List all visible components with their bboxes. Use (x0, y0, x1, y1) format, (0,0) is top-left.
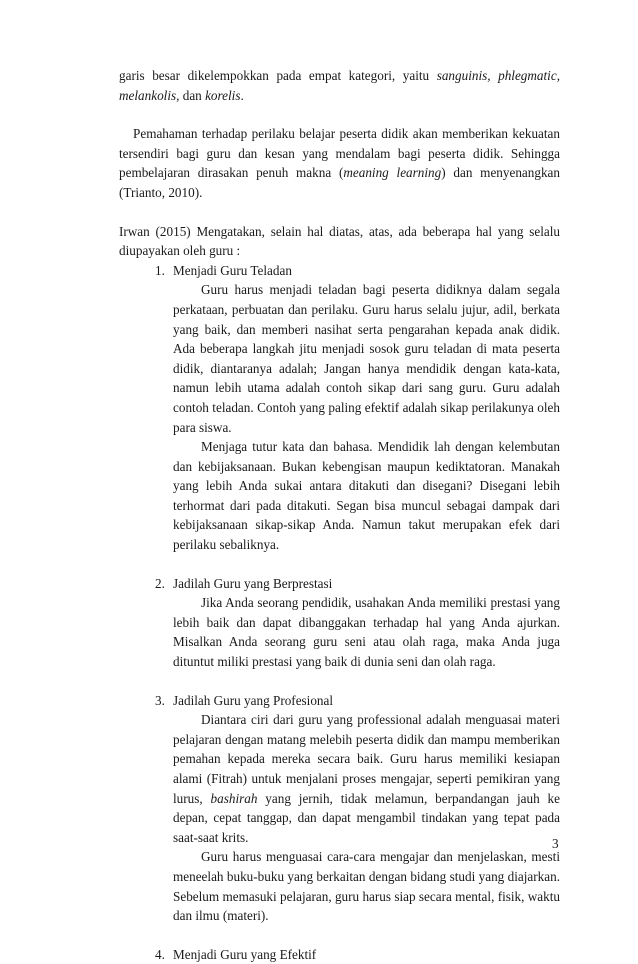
list-item-3 (119, 691, 560, 926)
list-item-title: Menjadi Guru yang Efektif (173, 946, 317, 962)
italic-text: bashirah (210, 790, 258, 806)
text: Pemahaman terhadap perilaku belajar peserta didik akan memberikan kekuatan tersendiri bagi guru dan kesan yang mendalam bagi peserta didik. Sehingga pembelajaran dirasakan penuh makna ( (119, 126, 560, 181)
page-content (119, 66, 560, 964)
list-number: 2. (155, 575, 165, 591)
list-item-4 (119, 945, 560, 964)
text: Diantara ciri dari guru yang professional adalah menguasai materi pelajaran dengan matang melebih peserta didik dan mampu memberikan pemahan kepada mereka secara baik. Guru harus memiliki kesiapan alami (Fitrah) untuk menjalani proses mengajar, seperti pemikiran yang lurus, (173, 712, 560, 806)
list-number: 3. (155, 692, 165, 708)
text: ) dan menyenangkan (Trianto, 2010). (119, 165, 561, 200)
text: yang jernih, tidak melamun, berpandangan jauh ke depan, cepat tanggap, dan dapat mengambil tindakan yang tepat pada saat-saat krits. (173, 790, 560, 845)
italic-text: meaning learning (343, 165, 442, 181)
intro-paragraph-2 (119, 124, 560, 202)
page-number: 3 (552, 836, 559, 851)
text: garis besar dikelempokkan pada empat kategori, yaitu (119, 68, 437, 83)
list-item-title: Jadilah Guru yang Profesional (173, 692, 334, 708)
list-item-paragraph (173, 710, 560, 847)
list-number: 1. (155, 262, 165, 278)
list-item-title: Menjadi Guru Teladan (173, 262, 292, 278)
spacer (119, 672, 560, 691)
list-item-2 (119, 574, 560, 672)
italic-text: korelis (205, 87, 241, 103)
list-item-paragraph: Guru harus menguasai cara-cara mengajar dan menjelaskan, mesti meneelah buku-buku yang berkaitan dengan bidang studi yang diajarkan. Sebelum memasuki pelajaran, guru harus siap secara mental, fisik, waktu dan ilmu (materi). (173, 849, 560, 924)
spacer (119, 105, 560, 124)
list-item-paragraph: Menjaga tutur kata dan bahasa. Mendidik lah dengan kelembutan dan kebijaksanaan. Bukan kebengisan maupun kediktatoran. Manakah yang lebih Anda sukai antara ditakuti dan disegani? Disegani lebih terhormat dari pada ditakuti. Segan bisa muncul sebagai dampak dari kebijaksanaan sikap-sikap Anda. Namun takut merupakan efek dari perilaku sebaliknya. (173, 439, 560, 553)
list-item-paragraph: Guru harus menjadi teladan bagi peserta didiknya dalam segala perkataan, perbuatan dan perilaku. Guru harus selalu jujur, adil, berkata yang baik, dan memberi nasihat serta pengarahan kepada anak didik. Ada beberapa langkah jitu menjadi sosok guru teladan di mata peserta didik, diantaranya adalah; Jangan hanya mendidik dengan kata-kata, namun lebih utama adalah contoh sikap dari sang guru. Guru adalah contoh teladan. Contoh yang paling efektif adalah sikap perilakunya oleh para siswa. (173, 282, 560, 435)
list-item-paragraph: Jika Anda seorang pendidik, usahakan Anda memiliki prestasi yang lebih baik dan dapat dibanggakan terhadap hal yang Anda ajurkan. Misalkan Anda seorang guru seni atau olah raga, maka Anda juga dituntut miliki prestasi yang baik di dunia seni dan olah raga. (173, 595, 560, 670)
list-item-1 (119, 261, 560, 555)
text: dan (179, 87, 206, 103)
spacer (119, 203, 560, 222)
intro-paragraph-1 (119, 66, 560, 105)
spacer (119, 926, 560, 945)
list-item-title: Jadilah Guru yang Berprestasi (173, 575, 333, 591)
intro-paragraph-3: Irwan (2015) Mengatakan, selain hal diatas, atas, ada beberapa hal yang selalu diupayakan oleh guru : (119, 223, 560, 259)
text: . (240, 87, 244, 103)
spacer (119, 555, 560, 574)
italic-text: sanguinis, phlegmatic, melankolis, (119, 68, 560, 103)
list-number: 4. (155, 946, 165, 962)
